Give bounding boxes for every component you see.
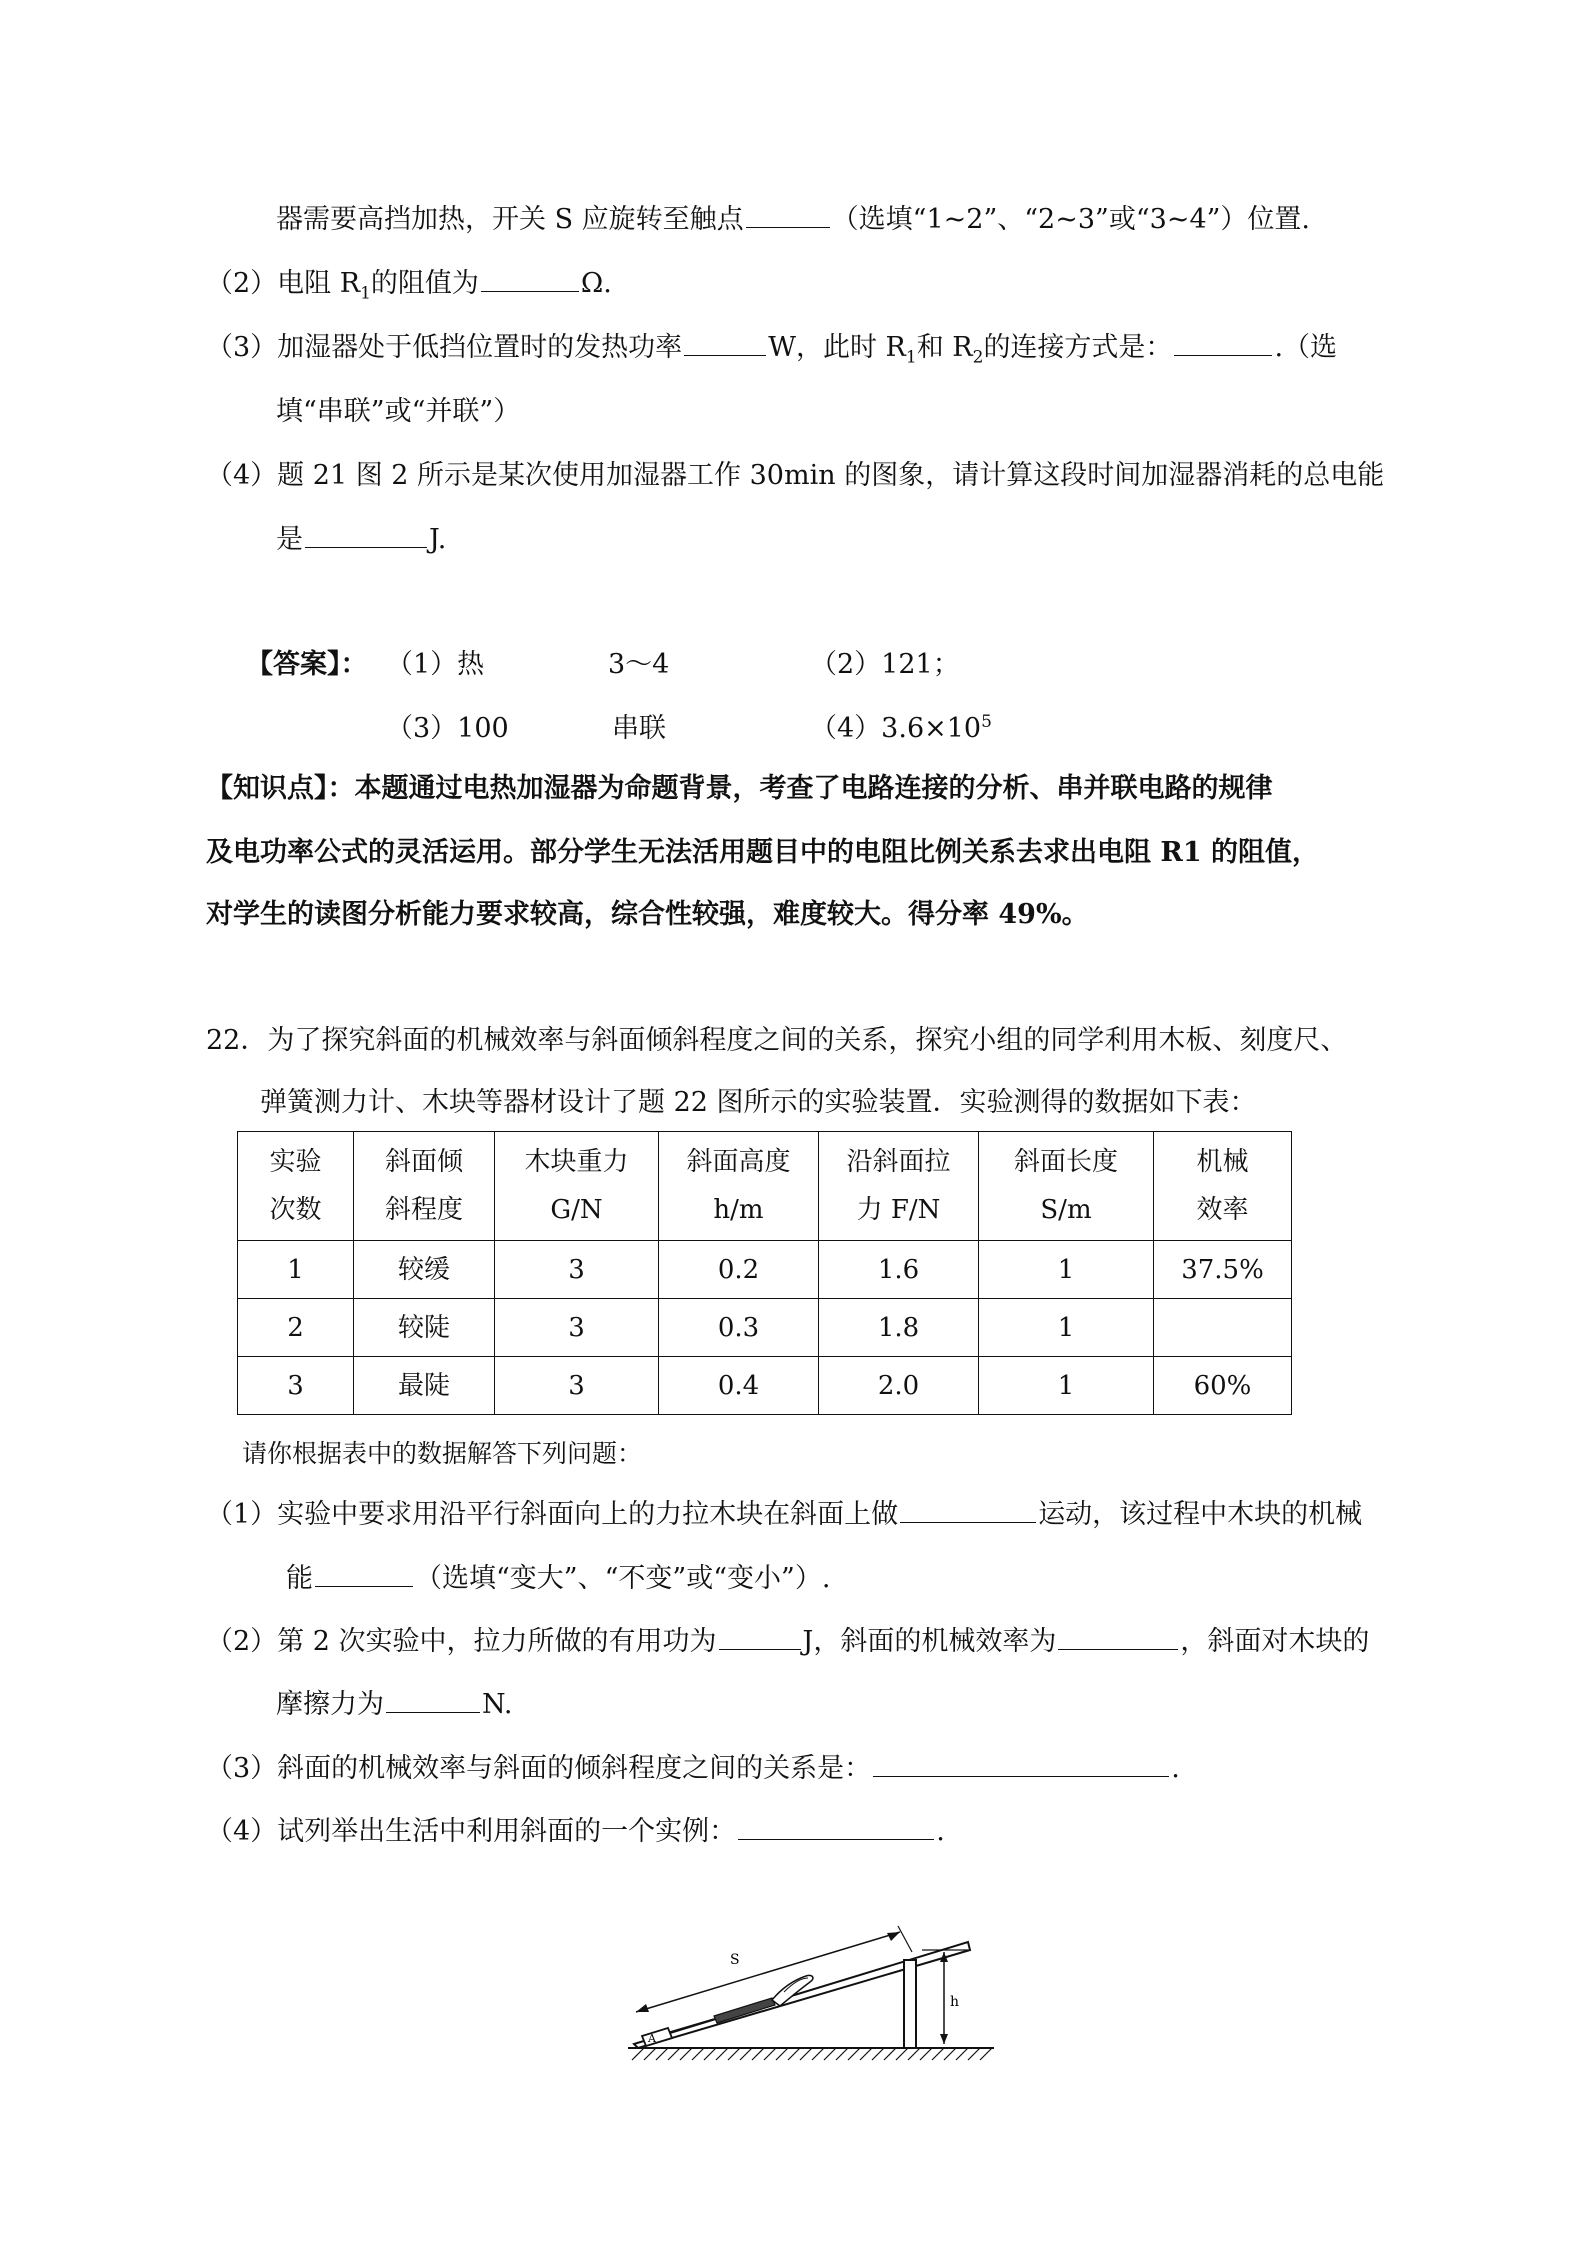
table-cell: 3 bbox=[495, 1299, 659, 1357]
table-cell: 1 bbox=[979, 1241, 1154, 1299]
table-row bbox=[238, 1357, 1292, 1415]
answer-4: （3）100 bbox=[386, 713, 509, 744]
knowledge-line-3: 对学生的读图分析能力要求较高，综合性较强，难度较大。得分率 49%。 bbox=[206, 899, 1089, 930]
arrow-head-icon bbox=[887, 1932, 900, 1941]
answer-5: 串联 bbox=[612, 713, 666, 744]
table-header-cell: 沿斜面拉 力 F/N bbox=[819, 1132, 979, 1241]
q21-line-3: （3）加湿器处于低挡位置时的发热功率 W，此时 $R_1$和 $R_2$的连接方式是： .（选 bbox=[206, 332, 1338, 368]
answer-blank bbox=[719, 1625, 801, 1650]
q22-prompt: 请你根据表中的数据解答下列问题： bbox=[242, 1439, 643, 1468]
table-header-row bbox=[238, 1132, 1292, 1241]
table-cell: 37.5% bbox=[1154, 1241, 1292, 1299]
table-header-cell: 机械 效率 bbox=[1154, 1132, 1292, 1241]
label-h: h bbox=[950, 1994, 960, 2010]
answer-blank bbox=[481, 267, 579, 292]
table-header-cell: 斜面长度 S/m bbox=[979, 1132, 1154, 1241]
answer-blank bbox=[386, 1688, 480, 1713]
answer-6: $(4)3.6\times 10^5$ bbox=[810, 712, 992, 744]
table-header-cell: 斜面高度 h/m bbox=[659, 1132, 819, 1241]
q22-part-2: （2）第 2 次实验中，拉力所做的有用功为 J，斜面的机械效率为 ，斜面对木块的 bbox=[206, 1626, 1370, 1657]
table-cell: 60% bbox=[1154, 1357, 1292, 1415]
table-cell: 3 bbox=[495, 1241, 659, 1299]
support-post bbox=[904, 1960, 916, 2048]
q22-part-4: （4）试列举出生活中利用斜面的一个实例： . bbox=[206, 1816, 945, 1847]
q21-line-2: （2）电阻 $R_1$的阻值为 Ω. bbox=[206, 268, 612, 304]
answer-blank bbox=[684, 331, 766, 356]
table-cell: 1 bbox=[979, 1299, 1154, 1357]
q22-part-1-cont: 能 （选填“变大”、“不变”或“变小”）. bbox=[286, 1563, 831, 1594]
table-cell: 0.4 bbox=[659, 1357, 819, 1415]
wood-block bbox=[642, 2028, 672, 2046]
table-header-cell: 实验 次数 bbox=[238, 1132, 354, 1241]
table-cell: 1.8 bbox=[819, 1299, 979, 1357]
answer-2: 3～4 bbox=[608, 649, 670, 680]
experiment-table bbox=[237, 1131, 1292, 1415]
label-s: S bbox=[730, 1952, 740, 1968]
table-cell bbox=[1154, 1299, 1292, 1357]
inclined-board bbox=[634, 1942, 970, 2048]
answer-blank bbox=[900, 1498, 1036, 1523]
table-row bbox=[238, 1241, 1292, 1299]
table-header-cell: 木块重力 G/N bbox=[495, 1132, 659, 1241]
q22-line-2: 弹簧测力计、木块等器材设计了题 22 图所示的实验装置．实验测得的数据如下表： bbox=[260, 1087, 1257, 1118]
answer-blank bbox=[738, 1815, 934, 1840]
answer-blank bbox=[1174, 331, 1272, 356]
table-cell: 2.0 bbox=[819, 1357, 979, 1415]
q21-line-4: 填“串联”或“并联”） bbox=[276, 396, 521, 427]
table-row bbox=[238, 1299, 1292, 1357]
table-cell: 1.6 bbox=[819, 1241, 979, 1299]
q22-part-3: （3）斜面的机械效率与斜面的倾斜程度之间的关系是： . bbox=[206, 1753, 1180, 1784]
length-guide-top bbox=[898, 1926, 912, 1952]
label-a: A bbox=[648, 2032, 656, 2045]
answer-blank bbox=[1058, 1625, 1178, 1650]
knowledge-line-2: 及电功率公式的灵活运用。部分学生无法活用题目中的电阻比例关系去求出电阻 R1 的阻值， bbox=[206, 837, 1320, 868]
table-header-cell: 斜面倾 斜程度 bbox=[354, 1132, 495, 1241]
q21-line-1: 器需要高挡加热，开关 S 应旋转至触点 （选填“1~2”、“2~3”或“3~4”）位置. bbox=[276, 204, 1311, 235]
answer-blank bbox=[746, 203, 830, 228]
table-cell: 0.3 bbox=[659, 1299, 819, 1357]
answer-label: 【答案】： bbox=[246, 649, 368, 680]
table-cell: 2 bbox=[238, 1299, 354, 1357]
q21-line-5: （4）题 21 图 2 所示是某次使用加湿器工作 30min 的图象，请计算这段时间加湿器消耗的总电能 bbox=[206, 460, 1385, 491]
answer-1: （1）热 bbox=[386, 649, 485, 680]
knowledge-line-1: 【知识点】：本题通过电热加湿器为命题背景，考查了电路连接的分析、串并联电路的规律 bbox=[206, 773, 1273, 804]
table-cell: 3 bbox=[238, 1357, 354, 1415]
table-cell: 较缓 bbox=[354, 1241, 495, 1299]
q22-part-2-cont: 摩擦力为 N. bbox=[276, 1689, 513, 1720]
answer-blank bbox=[305, 523, 427, 548]
table-cell: 较陡 bbox=[354, 1299, 495, 1357]
table-cell: 最陡 bbox=[354, 1357, 495, 1415]
table-cell: 1 bbox=[238, 1241, 354, 1299]
q21-line-6: 是 J. bbox=[276, 524, 447, 555]
q22-line-1: 22．为了探究斜面的机械效率与斜面倾斜程度之间的关系，探究小组的同学利用木板、刻度尺、 bbox=[206, 1025, 1348, 1056]
table-cell: 3 bbox=[495, 1357, 659, 1415]
ground-hatching bbox=[632, 2048, 992, 2060]
table-cell: 1 bbox=[979, 1357, 1154, 1415]
arrow-head-icon bbox=[636, 2004, 649, 2012]
table-cell: 0.2 bbox=[659, 1241, 819, 1299]
q22-part-1: （1）实验中要求用沿平行斜面向上的力拉木块在斜面上做 运动，该过程中木块的机械 bbox=[206, 1499, 1363, 1530]
inclined-plane-diagram bbox=[622, 1908, 1002, 2068]
answer-3: （2）121； bbox=[810, 649, 960, 680]
arrow-head-icon bbox=[940, 2034, 948, 2044]
answer-blank bbox=[315, 1562, 413, 1587]
answer-blank bbox=[873, 1752, 1169, 1777]
